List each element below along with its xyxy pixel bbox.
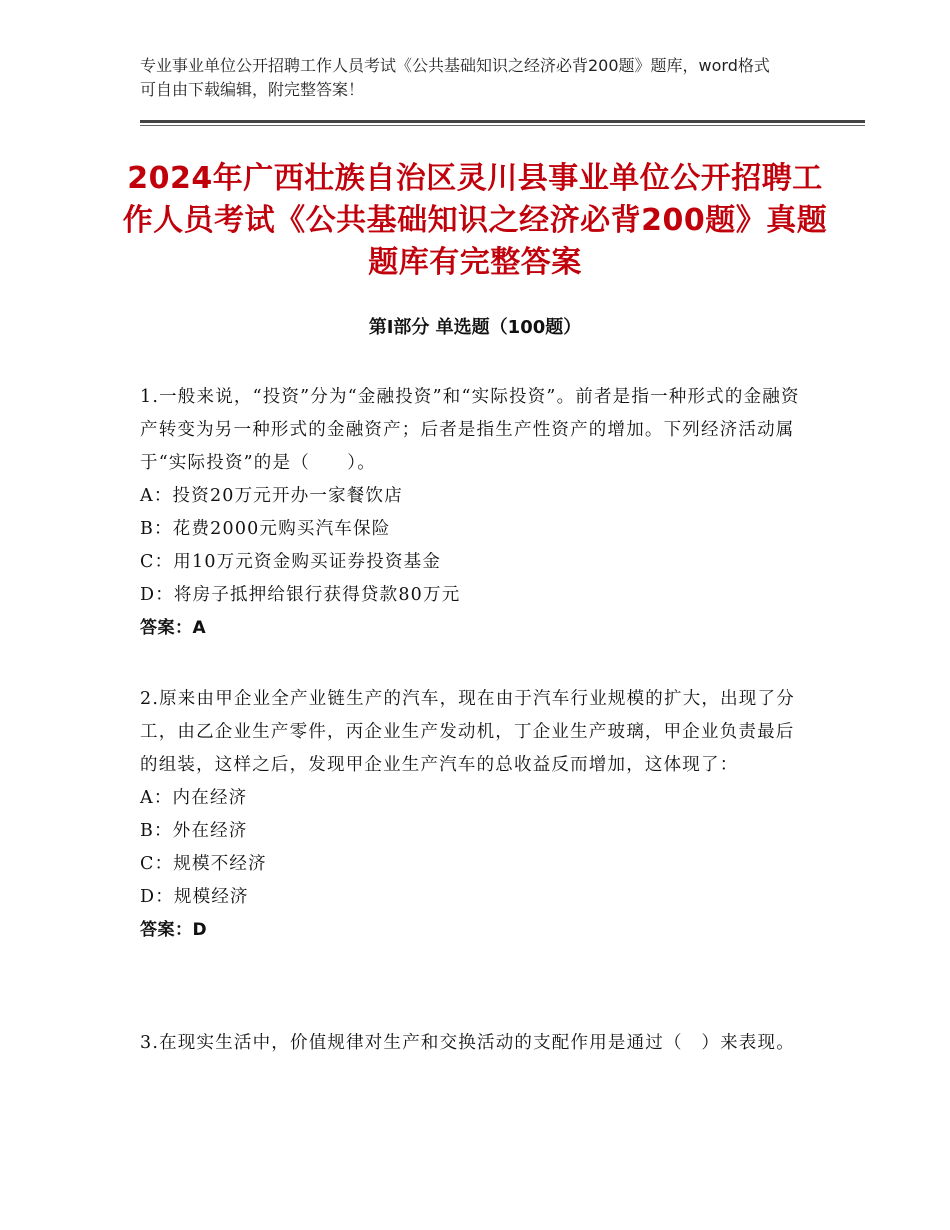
- header-note: 专业事业单位公开招聘工作人员考试《公共基础知识之经济必背200题》题库，word格式可自由下载编辑，附完整答案！: [140, 56, 770, 99]
- document-title: 2024年广西壮族自治区灵川县事业单位公开招聘工作人员考试《公共基础知识之经济必背200题》真题题库有完整答案: [122, 161, 828, 280]
- question-stem: 1.一般来说，“投资”分为“金融投资”和“实际投资”。前者是指一种形式的金融资产转变为另一种形式的金融资产；后者是指生产性资产的增加。下列经济活动属于“实际投资”的是（ ）。: [140, 387, 800, 473]
- section-title: 第Ⅰ部分 单选题（100题）: [368, 317, 582, 338]
- option-c: C：规模不经济: [140, 854, 267, 874]
- question-stem: 2.原来由甲企业全产业链生产的汽车，现在由于汽车行业规模的扩大，出现了分工，由乙企业生产零件，丙企业生产发动机，丁企业生产玻璃，甲企业负责最后的组装，这样之后，发现甲企业生产汽车的总收益反而增加，这体现了：: [140, 689, 795, 775]
- option-d: D：将房子抵押给银行获得贷款80万元: [140, 585, 461, 605]
- option-b: B：花费2000元购买汽车保险: [140, 519, 391, 539]
- answer: 答案：A: [140, 618, 207, 638]
- question-stem: 3.在现实生活中，价值规律对生产和交换活动的支配作用是通过（ ）来表现。: [140, 1033, 795, 1053]
- option-d: D：规模经济: [140, 887, 249, 907]
- question-1: [140, 381, 800, 645]
- answer: 答案：D: [140, 920, 208, 940]
- header-rule-thin: [140, 125, 865, 126]
- option-a: A：投资20万元开办一家餐饮店: [140, 486, 403, 506]
- question-2: [140, 683, 800, 947]
- option-a: A：内在经济: [140, 788, 248, 808]
- option-b: B：外在经济: [140, 821, 248, 841]
- header-rule-thick: [140, 120, 865, 123]
- question-3: [140, 1027, 800, 1060]
- option-c: C：用10万元资金购买证券投资基金: [140, 552, 442, 572]
